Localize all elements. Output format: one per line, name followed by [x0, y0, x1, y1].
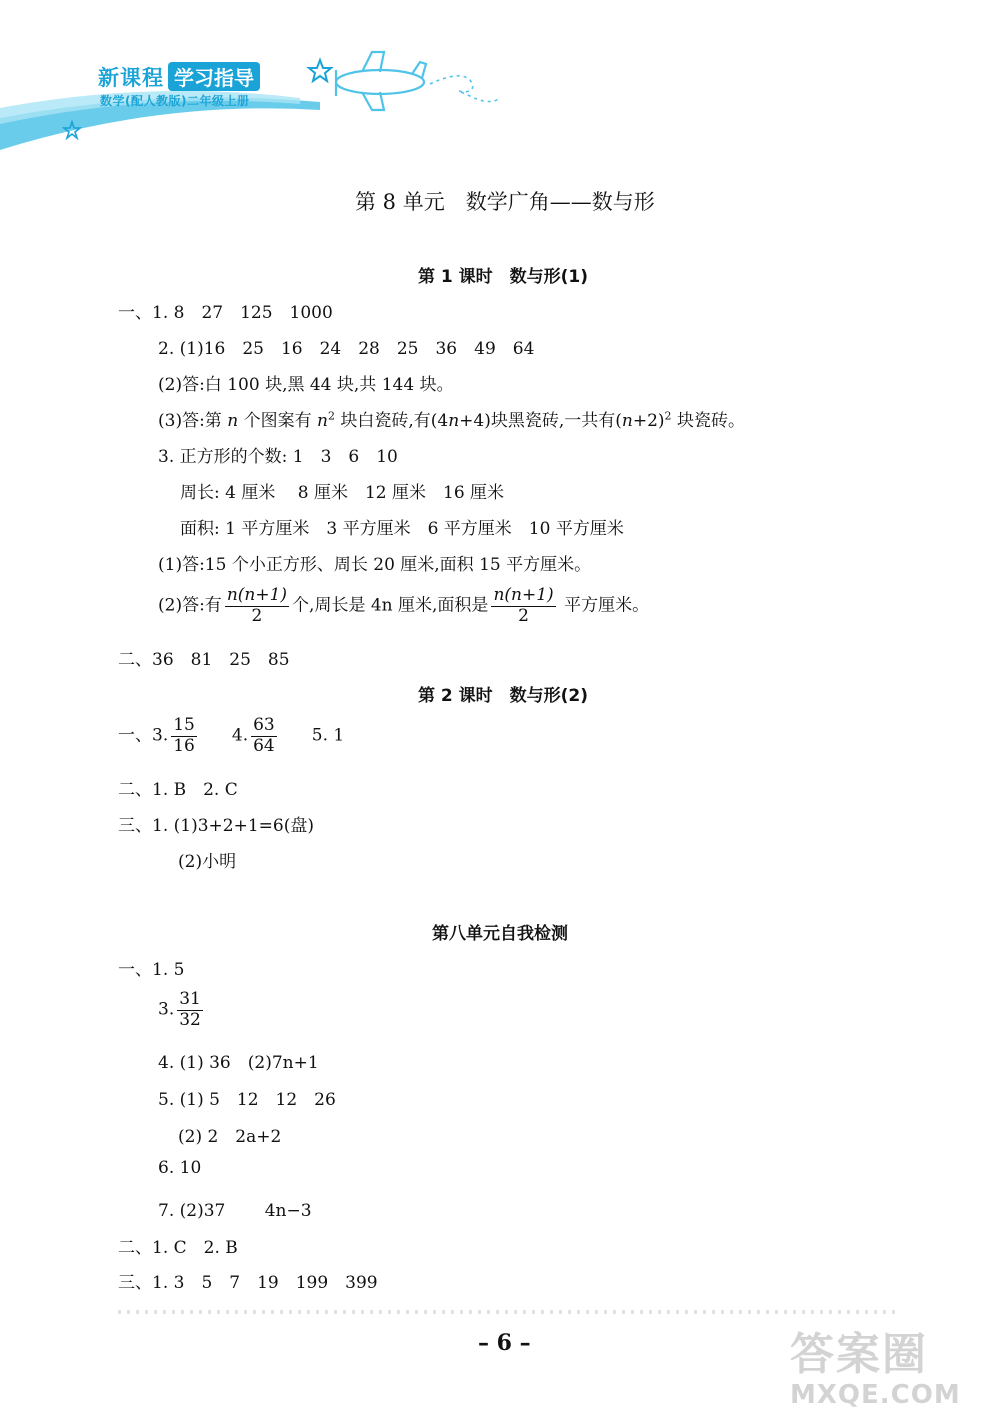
var-n: n	[448, 411, 460, 431]
brand-highlight: 学习指导	[168, 62, 260, 91]
answer-line: 3. 正方形的个数: 1 3 6 10	[158, 447, 398, 467]
denominator: 32	[179, 1009, 201, 1030]
answer-line: 面积: 1 平方厘米 3 平方厘米 6 平方厘米 10 平方厘米	[180, 519, 624, 539]
faint-dotted-line	[118, 1310, 898, 1314]
answer-line: 周长: 4 厘米 8 厘米 12 厘米 16 厘米	[180, 483, 505, 503]
answer-line: (2)答:白 100 块,黑 44 块,共 144 块。	[158, 375, 454, 395]
denominator: 2	[251, 605, 263, 626]
brand-subtitle: 数学(配人教版)二年级上册	[100, 94, 250, 108]
answer-line: 一、1. 8 27 125 1000	[118, 303, 333, 323]
denominator: 16	[173, 735, 195, 756]
fraction	[225, 586, 289, 626]
text: 4.	[231, 725, 249, 746]
header-decoration	[0, 0, 560, 160]
text: (2)答:有	[158, 595, 222, 616]
brand-main: 新课程	[98, 66, 164, 90]
fraction	[171, 716, 197, 756]
star-icon	[309, 60, 331, 81]
fraction	[491, 586, 555, 626]
answer-line: (2) 2 2a+2	[178, 1127, 282, 1147]
answer-line: (2)小明	[178, 852, 237, 872]
numerator: n(n+1)	[493, 585, 554, 605]
watermark	[790, 1318, 961, 1410]
page-number: – 6 –	[478, 1330, 531, 1356]
answer-line: 二、1. B 2. C	[118, 780, 238, 800]
text: (3)答:第	[158, 411, 228, 431]
text: 块白瓷砖,有(4	[334, 411, 449, 431]
var-n: n	[621, 411, 633, 431]
unit-title: 第 8 单元 数学广角——数与形	[355, 190, 655, 214]
answer-line: 2. (1)16 25 16 24 28 25 36 49 64	[158, 339, 535, 359]
text: +4)块黑瓷砖,一共有(	[459, 411, 622, 431]
fraction	[177, 990, 203, 1030]
watermark-url: MXQE.COM	[790, 1380, 961, 1410]
answer-line: 三、1. (1)3+2+1=6(盘)	[118, 816, 314, 836]
text: 一、3.	[118, 725, 169, 746]
text: 3.	[158, 999, 175, 1020]
brand-title	[98, 62, 260, 92]
denominator: 64	[253, 735, 275, 756]
exponent: 2	[327, 409, 335, 423]
answer-line: 7. (2)37 4n−3	[158, 1201, 312, 1221]
answer-line: 一、1. 5	[118, 960, 185, 980]
airplane-icon	[336, 52, 426, 110]
text: 5. 1	[311, 725, 345, 746]
exponent: 2	[664, 409, 672, 423]
answer-line-fraction	[158, 990, 206, 1030]
flight-path	[430, 76, 500, 102]
var-n: n	[227, 411, 239, 431]
numerator: 31	[179, 989, 201, 1009]
answer-line-fraction	[158, 586, 649, 626]
answer-line: 4. (1) 36 (2)7n+1	[158, 1053, 319, 1073]
text: 个图案有	[238, 411, 317, 431]
answer-line-fractions	[118, 716, 344, 756]
answer-line: (1)答:15 个小正方形、周长 20 厘米,面积 15 平方厘米。	[158, 555, 592, 575]
answer-line: 5. (1) 5 12 12 26	[158, 1090, 336, 1110]
numerator: 63	[253, 715, 275, 735]
text: +2)	[632, 411, 665, 431]
answer-line: 二、1. C 2. B	[118, 1238, 238, 1258]
answer-line-formula	[158, 406, 745, 431]
lesson1-title: 第 1 课时 数与形(1)	[418, 267, 589, 287]
answer-line: 二、36 81 25 85	[118, 650, 290, 670]
answer-line: 三、1. 3 5 7 19 199 399	[118, 1273, 378, 1293]
answer-line: 6. 10	[158, 1158, 202, 1178]
fraction	[251, 716, 277, 756]
text: 块瓷砖。	[671, 411, 745, 431]
lesson2-title: 第 2 课时 数与形(2)	[418, 686, 589, 706]
denominator: 2	[518, 605, 529, 626]
text: 平方厘米。	[558, 595, 650, 616]
test-title: 第八单元自我检测	[432, 924, 568, 944]
var-n: n	[316, 411, 328, 431]
numerator: 15	[173, 715, 195, 735]
numerator: n(n+1)	[226, 585, 288, 605]
text: 个,周长是 4n 厘米,面积是	[292, 595, 489, 616]
watermark-logo: 答案圈	[790, 1329, 928, 1380]
